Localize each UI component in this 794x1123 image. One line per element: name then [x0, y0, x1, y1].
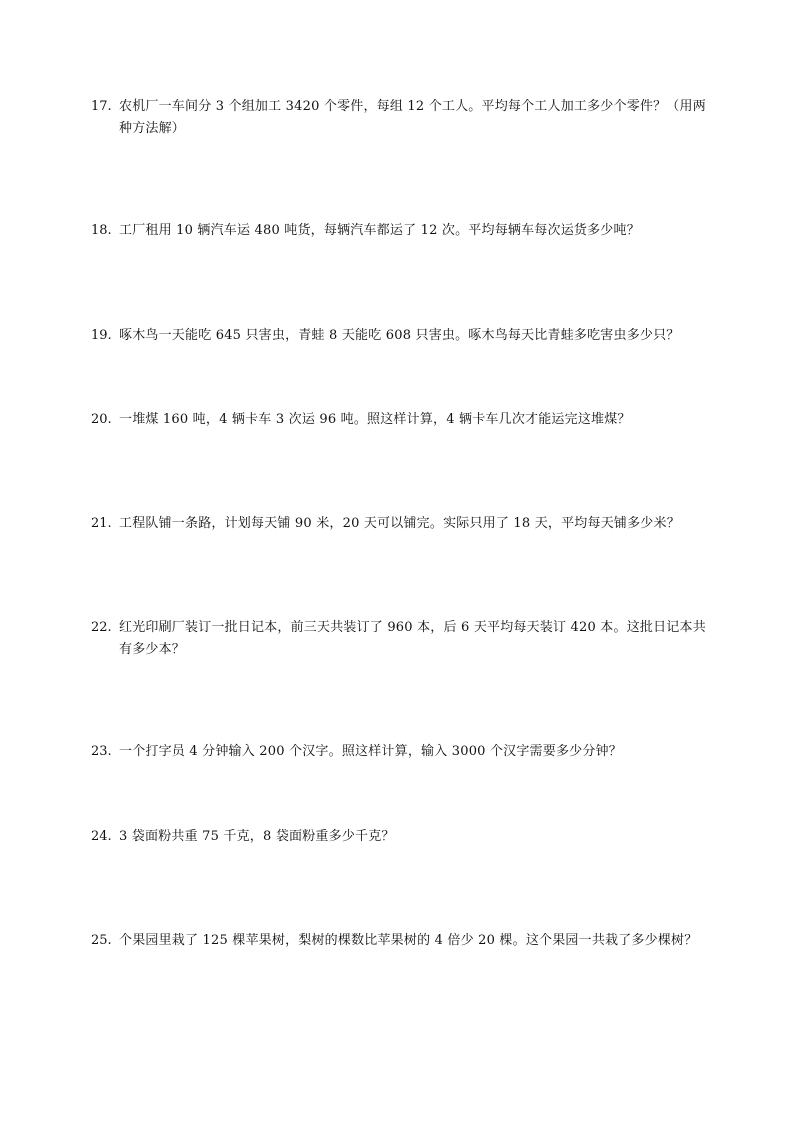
problem-text: 农机厂一车间分 3 个组加工 3420 个零件，每组 12 个工人。平均每个工人加工多少个零件？（用两种方法解）: [119, 99, 706, 136]
problem-number: 24.: [91, 829, 112, 844]
problem-18: [91, 220, 716, 242]
problem-text: 3 袋面粉共重 75 千克，8 袋面粉重多少千克？: [119, 829, 395, 844]
problem-24: [91, 826, 716, 848]
problem-number: 19.: [91, 328, 112, 343]
problem-text: 一个打字员 4 分钟输入 200 个汉字。照这样计算，输入 3000 个汉字需要多少分钟？: [119, 744, 622, 759]
problem-22: [91, 617, 716, 661]
problem-17: [91, 96, 716, 140]
problem-text: 一堆煤 160 吨，4 辆卡车 3 次运 96 吨。照这样计算，4 辆卡车几次才能运完这堆煤？: [119, 412, 631, 427]
problem-text: 个果园里栽了 125 棵苹果树，梨树的棵数比苹果树的 4 倍少 20 棵。这个果园一共栽了多少棵树？: [119, 933, 698, 948]
problem-23: [91, 741, 716, 763]
problem-text: 红光印刷厂装订一批日记本，前三天共装订了 960 本，后 6 天平均每天装订 420 本。这批日记本共有多少本？: [119, 620, 706, 657]
problem-text: 工程队铺一条路，计划每天铺 90 米，20 天可以铺完。实际只用了 18 天，平均每天铺多少米？: [119, 516, 680, 531]
problem-text: 工厂租用 10 辆汽车运 480 吨货，每辆汽车都运了 12 次。平均每辆车每次运货多少吨？: [119, 223, 640, 238]
problem-21: [91, 513, 716, 535]
problem-number: 20.: [91, 412, 112, 427]
problem-number: 21.: [91, 516, 112, 531]
problem-number: 23.: [91, 744, 112, 759]
problem-text: 啄木鸟一天能吃 645 只害虫，青蛙 8 天能吃 608 只害虫。啄木鸟每天比青蛙多吃害虫多少只？: [119, 328, 680, 343]
problem-number: 22.: [91, 620, 112, 635]
problem-25: [91, 930, 731, 952]
problem-number: 25.: [91, 933, 112, 948]
problem-19: [91, 325, 716, 347]
problem-number: 17.: [91, 99, 112, 114]
problem-20: [91, 409, 716, 431]
problem-number: 18.: [91, 223, 112, 238]
